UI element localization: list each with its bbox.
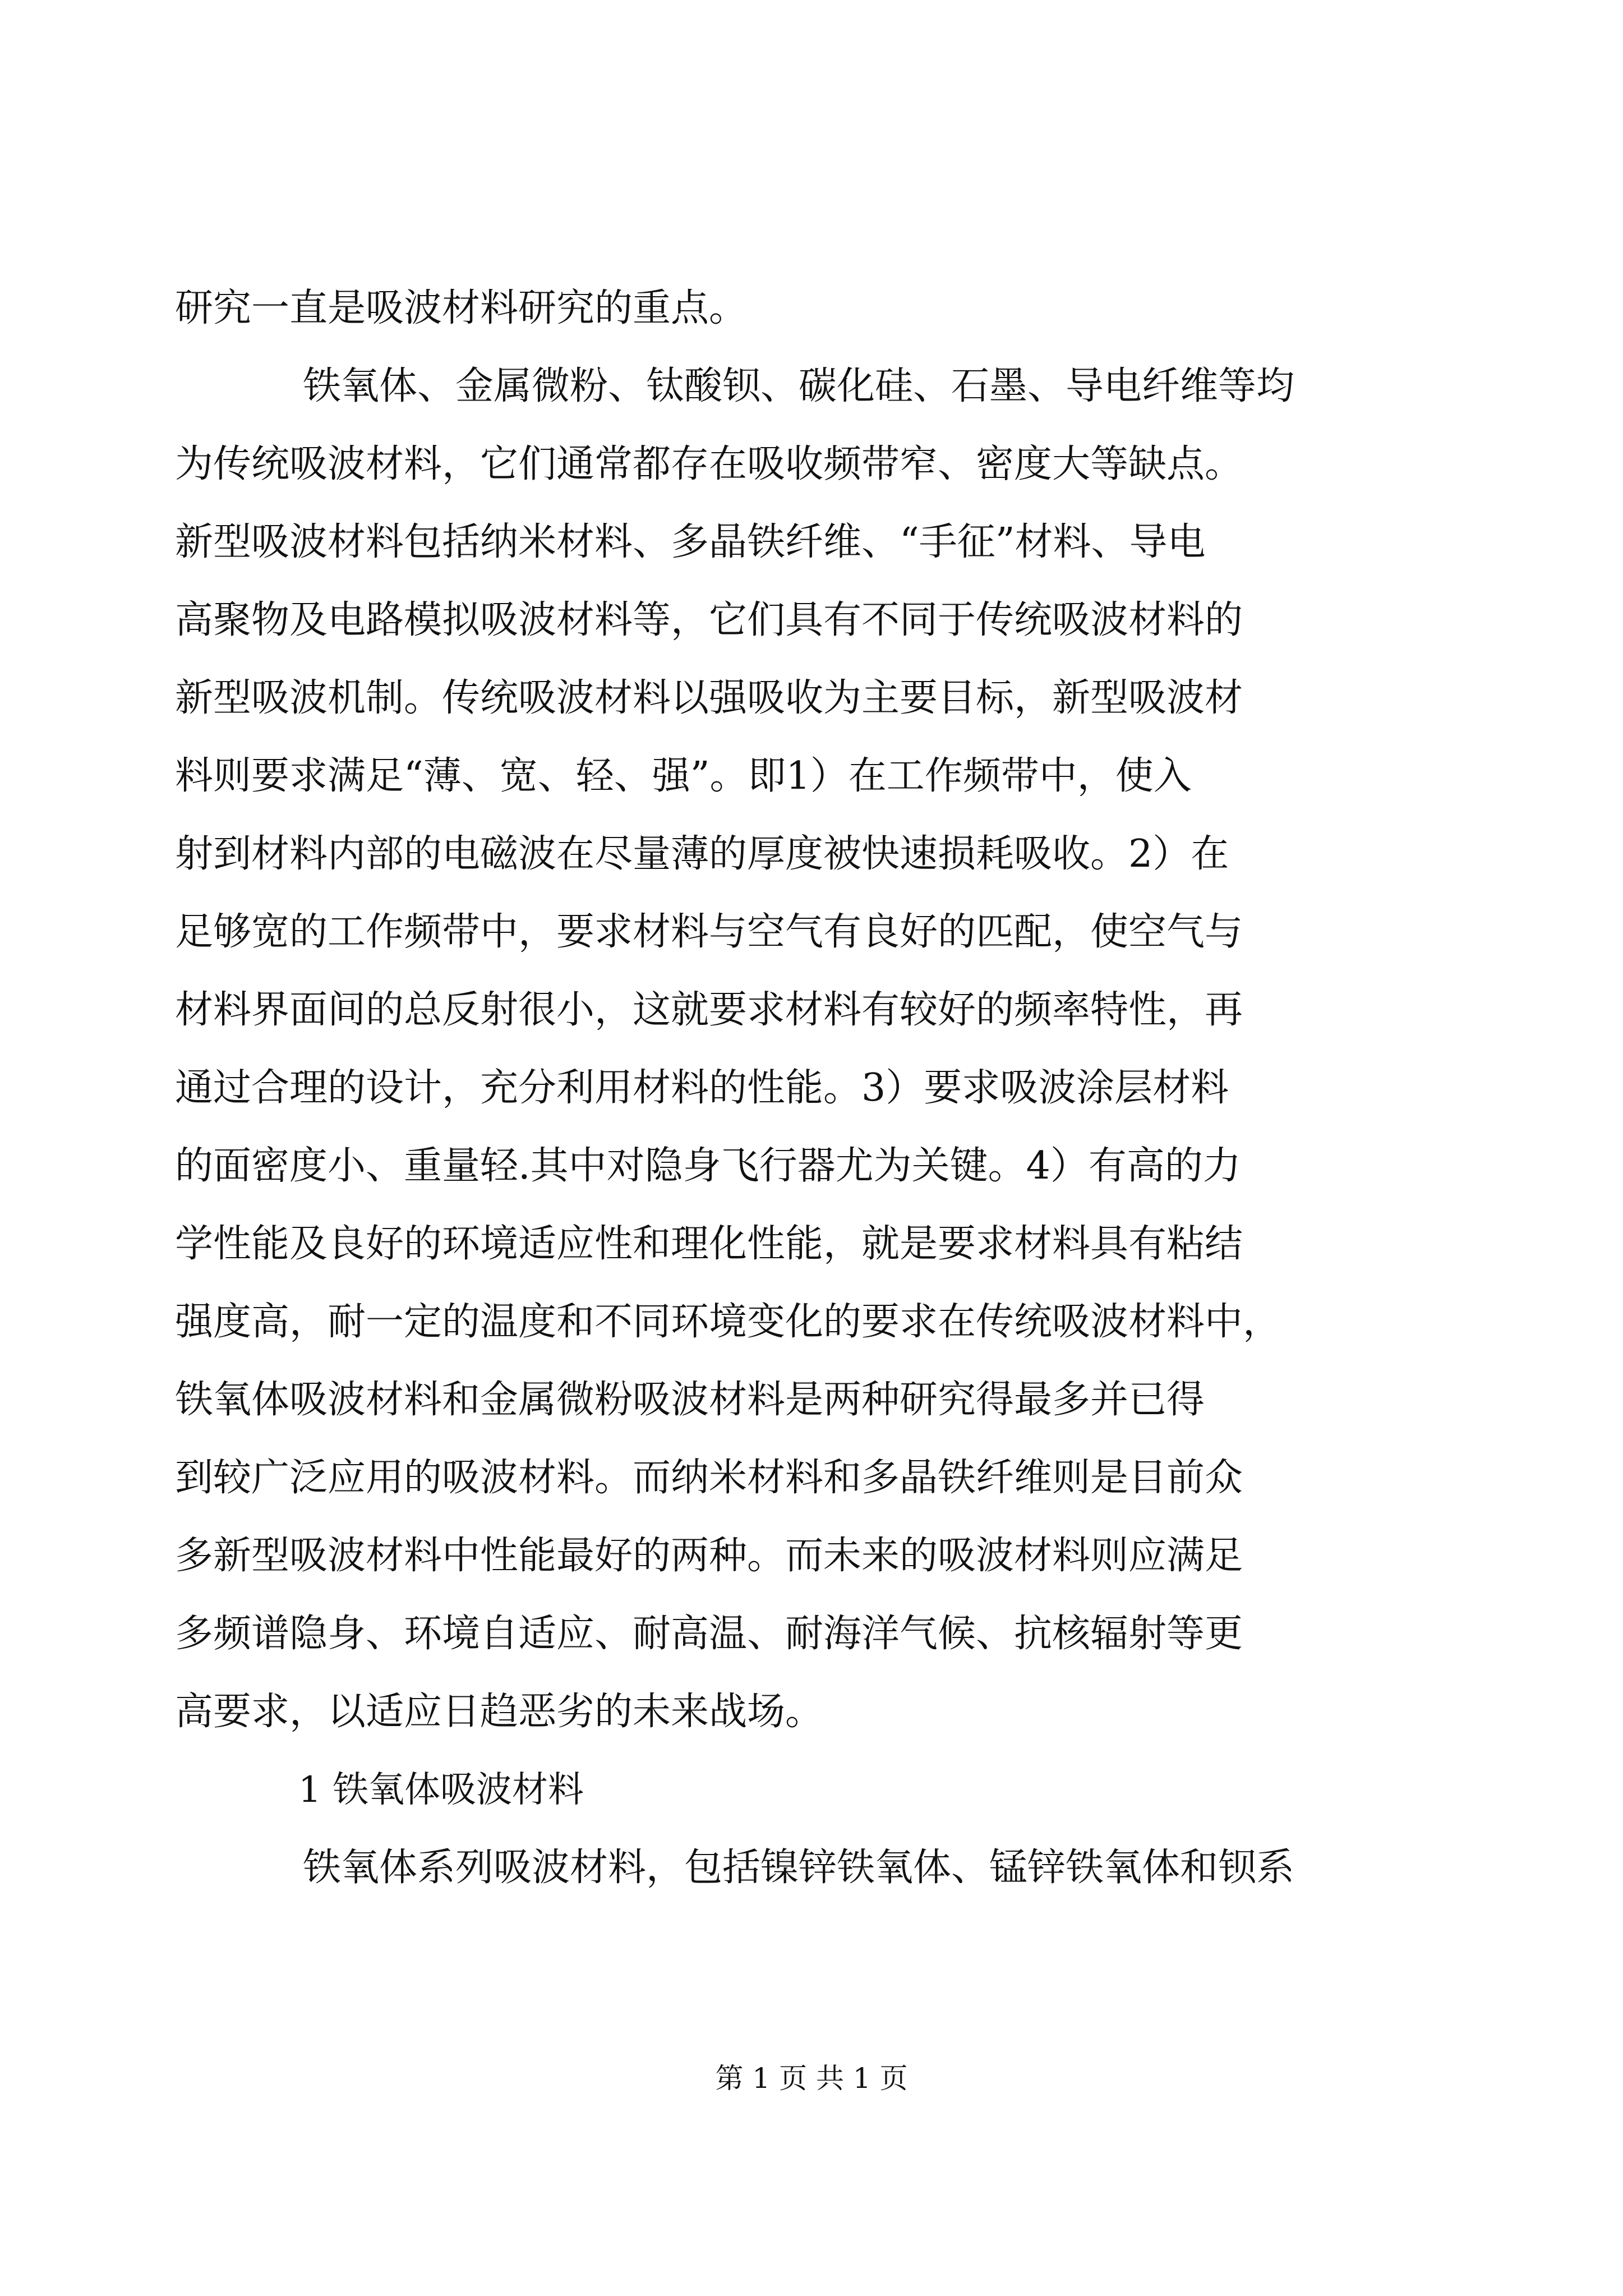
text-line: 多新型吸波材料中性能最好的两种。而未来的吸波材料则应满足 (175, 1534, 1243, 1578)
text-line: 足够宽的工作频带中，要求材料与空气有良好的匹配，使空气与 (175, 910, 1243, 954)
text-line: 新型吸波材料包括纳米材料、多晶铁纤维、“手征”材料、导电 (175, 520, 1206, 564)
text-line: 新型吸波机制。传统吸波材料以强吸收为主要目标，新型吸波材 (175, 676, 1243, 720)
text-line: 为传统吸波材料，它们通常都存在吸收频带窄、密度大等缺点。 (175, 442, 1243, 486)
text-line: 学性能及良好的环境适应性和理化性能，就是要求材料具有粘结 (175, 1222, 1243, 1266)
text-line: 多频谱隐身、环境自适应、耐高温、耐海洋气候、抗核辐射等更 (175, 1612, 1243, 1656)
text-line: 的面密度小、重量轻.其中对隐身飞行器尤为关键。4）有高的力 (175, 1144, 1241, 1188)
text-line: 材料界面间的总反射很小，这就要求材料有较好的频率特性，再 (175, 988, 1243, 1032)
text-line: 铁氧体系列吸波材料，包括镍锌铁氧体、锰锌铁氧体和钡系 (303, 1846, 1295, 1890)
text-line: 铁氧体、金属微粉、钛酸钡、碳化硅、石墨、导电纤维等均 (303, 364, 1295, 408)
text-line: 射到材料内部的电磁波在尽量薄的厚度被快速损耗吸收。2）在 (175, 832, 1229, 876)
text-line: 料则要求满足“薄、宽、轻、强”。即1）在工作频带中，使入 (175, 754, 1192, 798)
page-footer: 第 1 页 共 1 页 (715, 2062, 908, 2095)
text-line: 高聚物及电路模拟吸波材料等，它们具有不同于传统吸波材料的 (175, 598, 1243, 642)
text-line: 强度高，耐一定的温度和不同环境变化的要求在传统吸波材料中， (175, 1300, 1281, 1344)
section-heading: 1 铁氧体吸波材料 (298, 1769, 584, 1811)
text-line: 到较广泛应用的吸波材料。而纳米材料和多晶铁纤维则是目前众 (175, 1456, 1243, 1500)
text-line: 铁氧体吸波材料和金属微粉吸波材料是两种研究得最多并已得 (175, 1378, 1205, 1422)
text-line: 通过合理的设计，充分利用材料的性能。3）要求吸波涂层材料 (175, 1066, 1229, 1110)
text-line: 研究一直是吸波材料研究的重点。 (175, 286, 748, 330)
text-line: 高要求，以适应日趋恶劣的未来战场。 (175, 1690, 824, 1734)
